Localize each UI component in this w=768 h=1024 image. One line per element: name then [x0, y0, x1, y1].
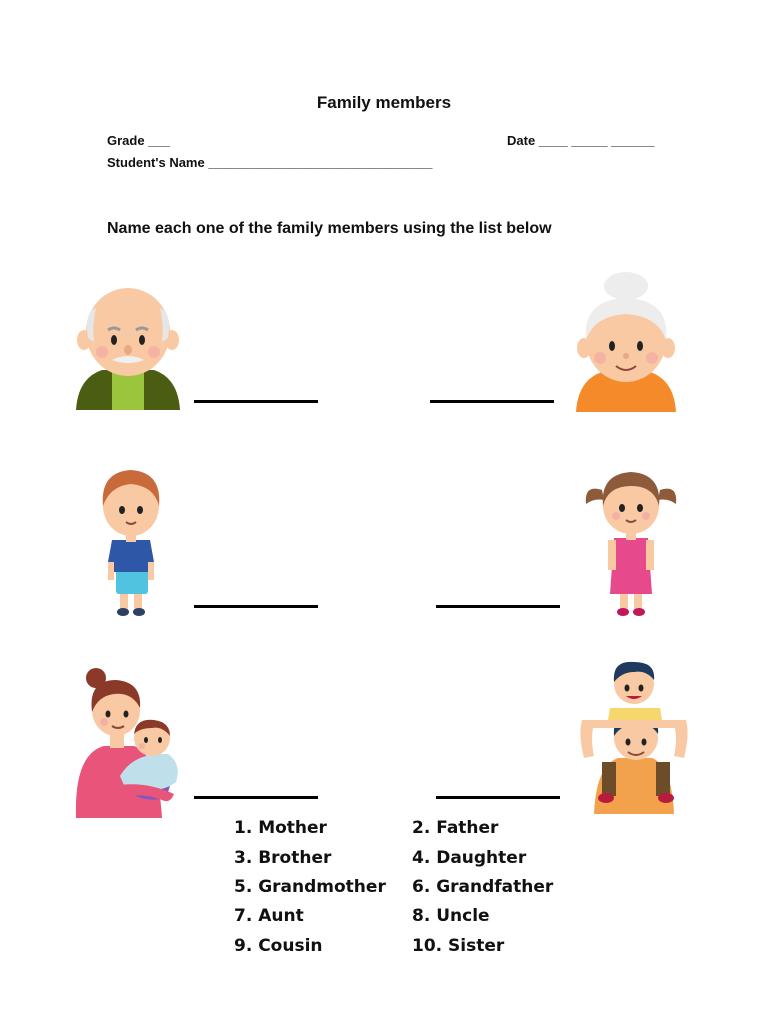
date-field: Date ____ _____ ______ [507, 133, 655, 148]
list-item-4: 4. Daughter [412, 848, 527, 868]
list-item-3: 3. Brother [234, 848, 332, 868]
answer-line-5[interactable] [194, 796, 318, 799]
mother-with-baby-illustration [74, 668, 186, 820]
boy-illustration [98, 466, 164, 618]
list-item-2: 2. Father [412, 818, 499, 838]
worksheet-title: Family members [316, 93, 452, 112]
list-item-7: 7. Aunt [234, 906, 304, 926]
list-item-8: 8. Uncle [412, 906, 490, 926]
grandfather-illustration [74, 286, 182, 412]
list-item-1: 1. Mother [234, 818, 327, 838]
list-item-5: 5. Grandmother [234, 877, 386, 897]
instructions: Name each one of the family members using the list below [107, 220, 552, 237]
answer-line-6[interactable] [436, 796, 560, 799]
answer-line-3[interactable] [194, 605, 318, 608]
list-item-9: 9. Cousin [234, 936, 323, 956]
grandmother-illustration [574, 270, 678, 414]
grade-field: Grade ___ [107, 133, 170, 148]
student-name-field: Student's Name _______________________________ [107, 155, 433, 170]
girl-illustration [582, 466, 678, 618]
answer-line-4[interactable] [436, 605, 560, 608]
answer-line-1[interactable] [194, 400, 318, 403]
list-item-10: 10. Sister [412, 936, 505, 956]
list-item-6: 6. Grandfather [412, 877, 554, 897]
father-with-son-illustration [572, 658, 696, 816]
answer-line-2[interactable] [430, 400, 554, 403]
